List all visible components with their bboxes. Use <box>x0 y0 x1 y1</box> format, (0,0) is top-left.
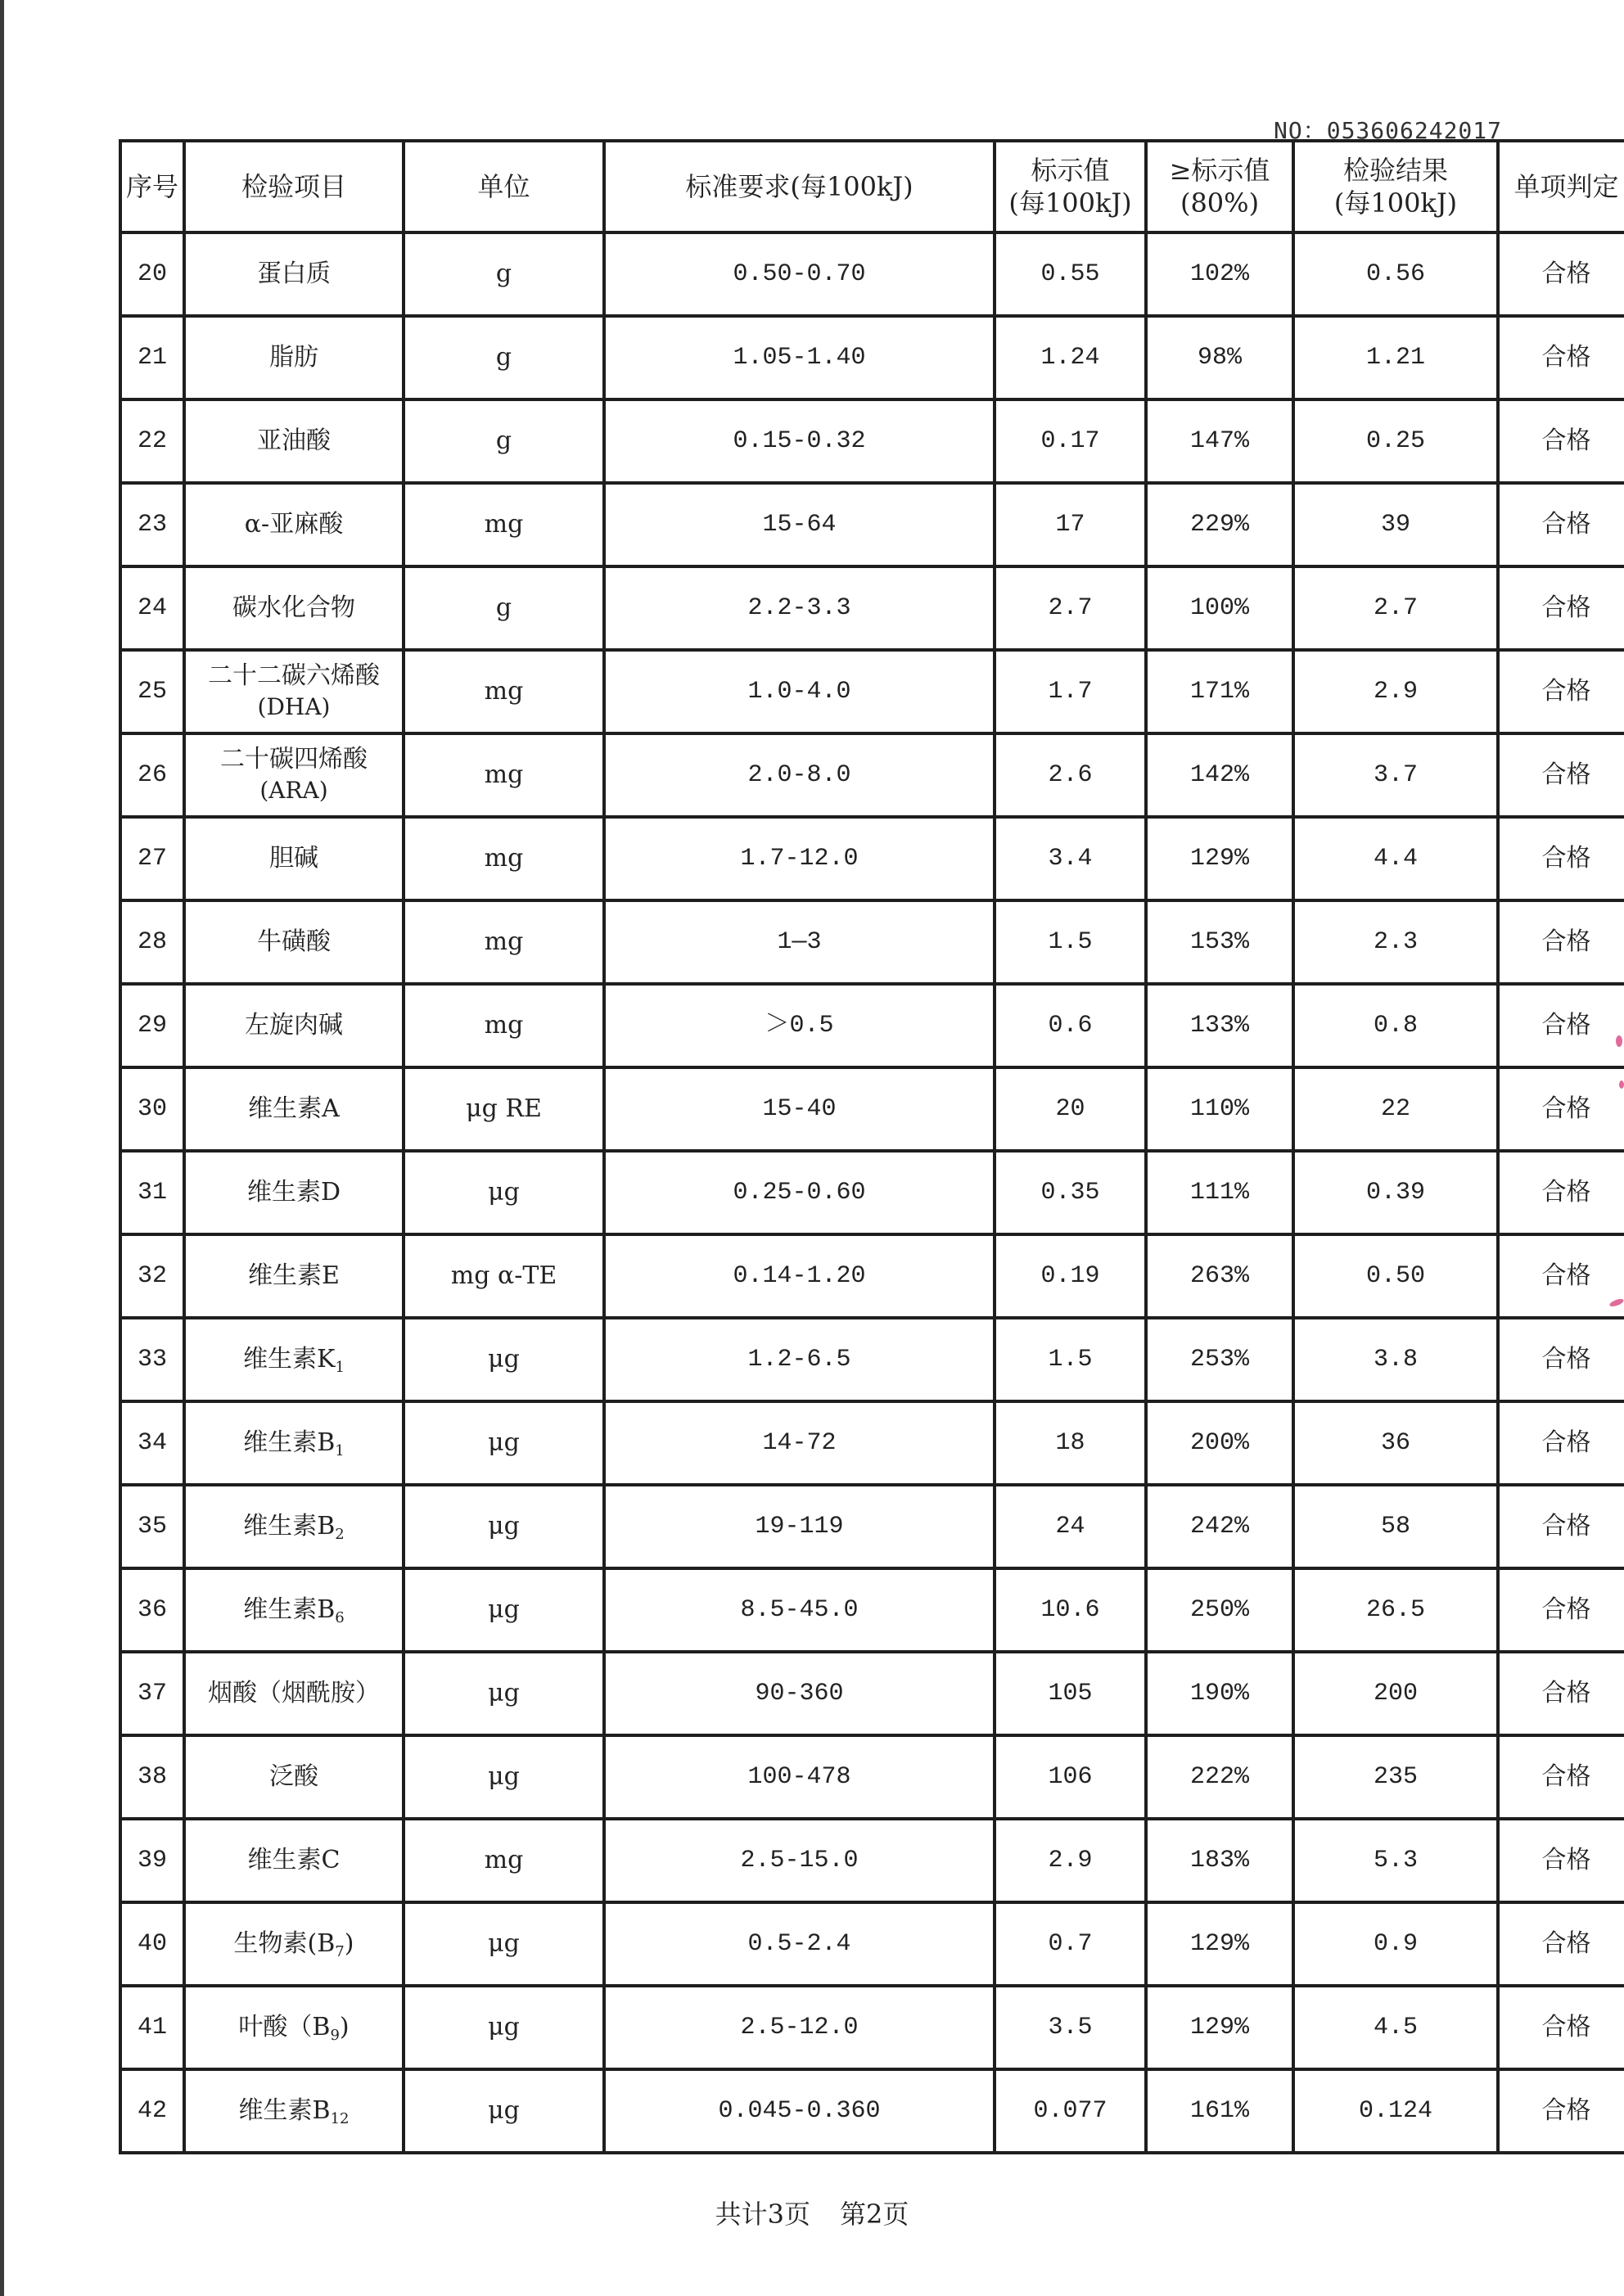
cell-standard: 1.05-1.40 <box>604 316 995 399</box>
cell-unit: mg <box>404 817 604 900</box>
header-standard: 标准要求(每100kJ) <box>604 141 995 232</box>
cell-verdict: 合格 <box>1498 1318 1624 1401</box>
cell-seq: 40 <box>120 1902 184 1986</box>
cell-seq: 31 <box>120 1151 184 1234</box>
table-row <box>120 1652 1624 1735</box>
cell-standard: 1—3 <box>604 900 995 984</box>
cell-percent-of-label: 129% <box>1146 817 1293 900</box>
table-row <box>120 399 1624 483</box>
cell-standard: 2.5-15.0 <box>604 1819 995 1902</box>
cell-standard: 15-40 <box>604 1067 995 1151</box>
cell-unit: g <box>404 566 604 650</box>
cell-unit: mg <box>404 650 604 733</box>
cell-labeled-value: 0.6 <box>995 984 1146 1067</box>
cell-seq: 30 <box>120 1067 184 1151</box>
header-verdict: 单项判定 <box>1498 141 1624 232</box>
cell-seq: 37 <box>120 1652 184 1735</box>
item-subscript: 9 <box>330 2027 340 2044</box>
inspection-table <box>119 139 1624 2154</box>
cell-result: 0.56 <box>1293 232 1498 316</box>
cell-seq: 21 <box>120 316 184 399</box>
cell-result: 5.3 <box>1293 1819 1498 1902</box>
item-name: 维生素K <box>243 1345 336 1374</box>
cell-item <box>184 1735 404 1819</box>
cell-unit: μg <box>404 1151 604 1234</box>
cell-item <box>184 1652 404 1735</box>
cell-seq: 38 <box>120 1735 184 1819</box>
item-name: 生物素(B <box>233 1929 336 1958</box>
cell-labeled-value: 0.55 <box>995 232 1146 316</box>
cell-verdict: 合格 <box>1498 733 1624 817</box>
cell-labeled-value: 20 <box>995 1067 1146 1151</box>
cell-result: 39 <box>1293 483 1498 566</box>
item-subscript: 6 <box>335 1609 345 1626</box>
cell-seq: 33 <box>120 1318 184 1401</box>
item-name: 叶酸（B <box>238 2013 331 2041</box>
cell-verdict: 合格 <box>1498 650 1624 733</box>
cell-seq: 42 <box>120 2069 184 2153</box>
cell-item <box>184 733 404 817</box>
cell-result: 4.5 <box>1293 1986 1498 2069</box>
header-labeled-line1: 标示值 <box>1031 155 1110 186</box>
cell-percent-of-label: 229% <box>1146 483 1293 566</box>
item-name: 胆碱 <box>269 844 318 873</box>
table-row <box>120 2069 1624 2153</box>
cell-unit: μg <box>404 1652 604 1735</box>
cell-unit: mg <box>404 900 604 984</box>
item-name: 泛酸 <box>269 1762 318 1791</box>
item-name: 二十碳四烯酸 <box>220 745 368 774</box>
cell-seq: 25 <box>120 650 184 733</box>
cell-percent-of-label: 263% <box>1146 1234 1293 1318</box>
cell-result: 0.39 <box>1293 1151 1498 1234</box>
cell-item <box>184 1986 404 2069</box>
ink-mark <box>1619 1080 1624 1089</box>
cell-unit: mg <box>404 984 604 1067</box>
cell-standard: 0.25-0.60 <box>604 1151 995 1234</box>
cell-result: 4.4 <box>1293 817 1498 900</box>
cell-result: 2.9 <box>1293 650 1498 733</box>
item-name: 牛磺酸 <box>257 927 331 956</box>
item-suffix: ) <box>339 2013 350 2041</box>
cell-seq: 35 <box>120 1485 184 1568</box>
cell-labeled-value: 17 <box>995 483 1146 566</box>
cell-unit: mg α-TE <box>404 1234 604 1318</box>
item-name: 维生素B <box>243 1595 336 1624</box>
cell-item <box>184 566 404 650</box>
cell-seq: 24 <box>120 566 184 650</box>
item-name: 维生素B <box>238 2096 331 2125</box>
cell-item <box>184 1318 404 1401</box>
header-unit: 单位 <box>404 141 604 232</box>
cell-labeled-value: 105 <box>995 1652 1146 1735</box>
cell-item <box>184 316 404 399</box>
cell-labeled-value: 2.7 <box>995 566 1146 650</box>
cell-percent-of-label: 129% <box>1146 1902 1293 1986</box>
item-name: 维生素B <box>243 1512 336 1540</box>
cell-percent-of-label: 100% <box>1146 566 1293 650</box>
cell-result: 1.21 <box>1293 316 1498 399</box>
cell-result: 26.5 <box>1293 1568 1498 1652</box>
cell-seq: 41 <box>120 1986 184 2069</box>
cell-unit: μg <box>404 1568 604 1652</box>
cell-seq: 32 <box>120 1234 184 1318</box>
table-row <box>120 817 1624 900</box>
cell-labeled-value: 0.35 <box>995 1151 1146 1234</box>
cell-verdict: 合格 <box>1498 399 1624 483</box>
item-name: 左旋肉碱 <box>245 1011 343 1040</box>
cell-percent-of-label: 129% <box>1146 1986 1293 2069</box>
cell-result: 0.25 <box>1293 399 1498 483</box>
cell-standard: 0.15-0.32 <box>604 399 995 483</box>
table-row <box>120 316 1624 399</box>
item-subscript: 12 <box>330 2110 350 2127</box>
cell-item <box>184 483 404 566</box>
cell-percent-of-label: 153% <box>1146 900 1293 984</box>
cell-result: 200 <box>1293 1652 1498 1735</box>
header-result-line2: (每100kJ) <box>1333 187 1458 219</box>
cell-result: 2.3 <box>1293 900 1498 984</box>
cell-item <box>184 1151 404 1234</box>
cell-seq: 27 <box>120 817 184 900</box>
cell-verdict: 合格 <box>1498 1568 1624 1652</box>
table-row <box>120 1735 1624 1819</box>
header-percent-of-label <box>1146 141 1293 232</box>
table-row <box>120 232 1624 316</box>
table-row <box>120 1902 1624 1986</box>
table-row <box>120 1401 1624 1485</box>
table-body <box>120 232 1624 2153</box>
cell-standard: 2.5-12.0 <box>604 1986 995 2069</box>
item-name: α-亚麻酸 <box>244 510 344 539</box>
cell-percent-of-label: 102% <box>1146 232 1293 316</box>
table-header-row <box>120 141 1624 232</box>
cell-verdict: 合格 <box>1498 566 1624 650</box>
cell-seq: 20 <box>120 232 184 316</box>
cell-percent-of-label: 161% <box>1146 2069 1293 2153</box>
table-row <box>120 733 1624 817</box>
cell-result: 36 <box>1293 1401 1498 1485</box>
item-name: 蛋白质 <box>257 259 331 288</box>
cell-verdict: 合格 <box>1498 2069 1624 2153</box>
item-subscript: 1 <box>335 1359 345 1376</box>
cell-unit: μg <box>404 1318 604 1401</box>
cell-seq: 23 <box>120 483 184 566</box>
cell-verdict: 合格 <box>1498 1652 1624 1735</box>
cell-item <box>184 399 404 483</box>
cell-percent-of-label: 142% <box>1146 733 1293 817</box>
item-name: 碳水化合物 <box>232 593 355 622</box>
cell-result: 0.8 <box>1293 984 1498 1067</box>
cell-unit: μg <box>404 1735 604 1819</box>
cell-percent-of-label: 250% <box>1146 1568 1293 1652</box>
table-row <box>120 650 1624 733</box>
cell-result: 58 <box>1293 1485 1498 1568</box>
cell-item <box>184 1485 404 1568</box>
cell-unit: g <box>404 316 604 399</box>
cell-unit: μg <box>404 1401 604 1485</box>
cell-unit: μg <box>404 1986 604 2069</box>
report-number: NO：053606242017 <box>1274 117 1503 144</box>
item-abbreviation: (ARA) <box>259 777 328 804</box>
header-percent-line2: (80%) <box>1180 187 1260 219</box>
cell-unit: μg <box>404 1485 604 1568</box>
cell-labeled-value: 0.17 <box>995 399 1146 483</box>
cell-verdict: 合格 <box>1498 984 1624 1067</box>
cell-verdict: 合格 <box>1498 1735 1624 1819</box>
item-subscript: 7 <box>335 1943 345 1960</box>
cell-labeled-value: 1.5 <box>995 1318 1146 1401</box>
cell-standard: 1.2-6.5 <box>604 1318 995 1401</box>
cell-seq: 28 <box>120 900 184 984</box>
cell-verdict: 合格 <box>1498 232 1624 316</box>
cell-labeled-value: 0.7 <box>995 1902 1146 1986</box>
header-percent-line1: ≥标示值 <box>1169 155 1270 186</box>
table-row <box>120 1318 1624 1401</box>
cell-unit: μg <box>404 1902 604 1986</box>
cell-item <box>184 1902 404 1986</box>
cell-verdict: 合格 <box>1498 900 1624 984</box>
table-row <box>120 1819 1624 1902</box>
cell-percent-of-label: 222% <box>1146 1735 1293 1819</box>
cell-result: 0.124 <box>1293 2069 1498 2153</box>
cell-seq: 26 <box>120 733 184 817</box>
cell-standard: 0.50-0.70 <box>604 232 995 316</box>
cell-standard: 14-72 <box>604 1401 995 1485</box>
header-result <box>1293 141 1498 232</box>
table-row <box>120 483 1624 566</box>
header-labeled-value <box>995 141 1146 232</box>
cell-labeled-value: 24 <box>995 1485 1146 1568</box>
item-name: 维生素A <box>248 1094 340 1123</box>
cell-result: 3.8 <box>1293 1318 1498 1401</box>
item-subscript: 2 <box>335 1526 345 1543</box>
item-name: 维生素D <box>246 1178 341 1207</box>
cell-result: 2.7 <box>1293 566 1498 650</box>
cell-verdict: 合格 <box>1498 483 1624 566</box>
item-name: 维生素E <box>248 1261 340 1290</box>
cell-labeled-value: 18 <box>995 1401 1146 1485</box>
cell-seq: 29 <box>120 984 184 1067</box>
cell-verdict: 合格 <box>1498 817 1624 900</box>
cell-labeled-value: 3.4 <box>995 817 1146 900</box>
header-labeled-line2: (每100kJ) <box>1008 187 1132 219</box>
table-row <box>120 1067 1624 1151</box>
cell-verdict: 合格 <box>1498 1067 1624 1151</box>
header-result-line1: 检验结果 <box>1342 155 1448 186</box>
cell-item <box>184 817 404 900</box>
cell-seq: 39 <box>120 1819 184 1902</box>
table-row <box>120 1568 1624 1652</box>
cell-seq: 36 <box>120 1568 184 1652</box>
cell-item <box>184 900 404 984</box>
page-footer <box>0 2194 1624 2231</box>
cell-labeled-value: 1.24 <box>995 316 1146 399</box>
cell-percent-of-label: 111% <box>1146 1151 1293 1234</box>
cell-labeled-value: 2.6 <box>995 733 1146 817</box>
item-name: 二十二碳六烯酸 <box>208 661 380 690</box>
cell-unit: μg RE <box>404 1067 604 1151</box>
item-abbreviation: (DHA) <box>257 693 331 720</box>
cell-verdict: 合格 <box>1498 1401 1624 1485</box>
cell-percent-of-label: 200% <box>1146 1401 1293 1485</box>
cell-verdict: 合格 <box>1498 1234 1624 1318</box>
cell-verdict: 合格 <box>1498 1485 1624 1568</box>
cell-standard: ＞0.5 <box>604 984 995 1067</box>
cell-percent-of-label: 147% <box>1146 399 1293 483</box>
item-name: 维生素B <box>243 1428 336 1457</box>
cell-verdict: 合格 <box>1498 1819 1624 1902</box>
table-row <box>120 1485 1624 1568</box>
table-row <box>120 984 1624 1067</box>
cell-labeled-value: 106 <box>995 1735 1146 1819</box>
cell-percent-of-label: 183% <box>1146 1819 1293 1902</box>
cell-standard: 2.2-3.3 <box>604 566 995 650</box>
cell-item <box>184 984 404 1067</box>
table-row <box>120 900 1624 984</box>
cell-item <box>184 650 404 733</box>
header-item: 检验项目 <box>184 141 404 232</box>
cell-standard: 0.14-1.20 <box>604 1234 995 1318</box>
cell-labeled-value: 3.5 <box>995 1986 1146 2069</box>
cell-verdict: 合格 <box>1498 1902 1624 1986</box>
cell-labeled-value: 0.19 <box>995 1234 1146 1318</box>
cell-item <box>184 1067 404 1151</box>
table-row <box>120 1986 1624 2069</box>
cell-standard: 1.7-12.0 <box>604 817 995 900</box>
cell-result: 0.50 <box>1293 1234 1498 1318</box>
cell-percent-of-label: 110% <box>1146 1067 1293 1151</box>
cell-standard: 100-478 <box>604 1735 995 1819</box>
footer-total-pages: 共计3页 <box>715 2199 810 2230</box>
cell-percent-of-label: 133% <box>1146 984 1293 1067</box>
cell-labeled-value: 1.5 <box>995 900 1146 984</box>
cell-standard: 2.0-8.0 <box>604 733 995 817</box>
item-name: 维生素C <box>247 1846 341 1874</box>
cell-seq: 34 <box>120 1401 184 1485</box>
cell-labeled-value: 10.6 <box>995 1568 1146 1652</box>
cell-verdict: 合格 <box>1498 1986 1624 2069</box>
cell-unit: μg <box>404 2069 604 2153</box>
cell-result: 0.9 <box>1293 1902 1498 1986</box>
cell-unit: mg <box>404 483 604 566</box>
cell-verdict: 合格 <box>1498 316 1624 399</box>
cell-percent-of-label: 98% <box>1146 316 1293 399</box>
cell-standard: 19-119 <box>604 1485 995 1568</box>
cell-percent-of-label: 253% <box>1146 1318 1293 1401</box>
cell-percent-of-label: 190% <box>1146 1652 1293 1735</box>
cell-item <box>184 232 404 316</box>
cell-item <box>184 1819 404 1902</box>
cell-result: 3.7 <box>1293 733 1498 817</box>
cell-unit: g <box>404 399 604 483</box>
cell-result: 22 <box>1293 1067 1498 1151</box>
table-row <box>120 566 1624 650</box>
footer-page-number: 第2页 <box>840 2199 909 2230</box>
cell-labeled-value: 1.7 <box>995 650 1146 733</box>
cell-percent-of-label: 171% <box>1146 650 1293 733</box>
cell-unit: mg <box>404 733 604 817</box>
item-name: 亚油酸 <box>257 426 331 455</box>
cell-item <box>184 1401 404 1485</box>
scan-edge <box>0 0 4 2296</box>
item-name: 烟酸（烟酰胺） <box>208 1679 380 1707</box>
cell-result: 235 <box>1293 1735 1498 1819</box>
item-suffix: ) <box>344 1929 354 1958</box>
cell-labeled-value: 0.077 <box>995 2069 1146 2153</box>
ink-mark <box>1616 1035 1622 1047</box>
cell-item <box>184 1234 404 1318</box>
table-row <box>120 1151 1624 1234</box>
cell-labeled-value: 2.9 <box>995 1819 1146 1902</box>
item-name: 脂肪 <box>269 343 318 372</box>
cell-unit: g <box>404 232 604 316</box>
item-subscript: 1 <box>335 1442 345 1459</box>
cell-standard: 1.0-4.0 <box>604 650 995 733</box>
cell-item <box>184 1568 404 1652</box>
cell-standard: 15-64 <box>604 483 995 566</box>
cell-standard: 0.5-2.4 <box>604 1902 995 1986</box>
cell-percent-of-label: 242% <box>1146 1485 1293 1568</box>
cell-standard: 90-360 <box>604 1652 995 1735</box>
cell-seq: 22 <box>120 399 184 483</box>
cell-item <box>184 2069 404 2153</box>
cell-unit: mg <box>404 1819 604 1902</box>
cell-verdict: 合格 <box>1498 1151 1624 1234</box>
cell-standard: 0.045-0.360 <box>604 2069 995 2153</box>
header-seq: 序号 <box>120 141 184 232</box>
cell-standard: 8.5-45.0 <box>604 1568 995 1652</box>
table-row <box>120 1234 1624 1318</box>
